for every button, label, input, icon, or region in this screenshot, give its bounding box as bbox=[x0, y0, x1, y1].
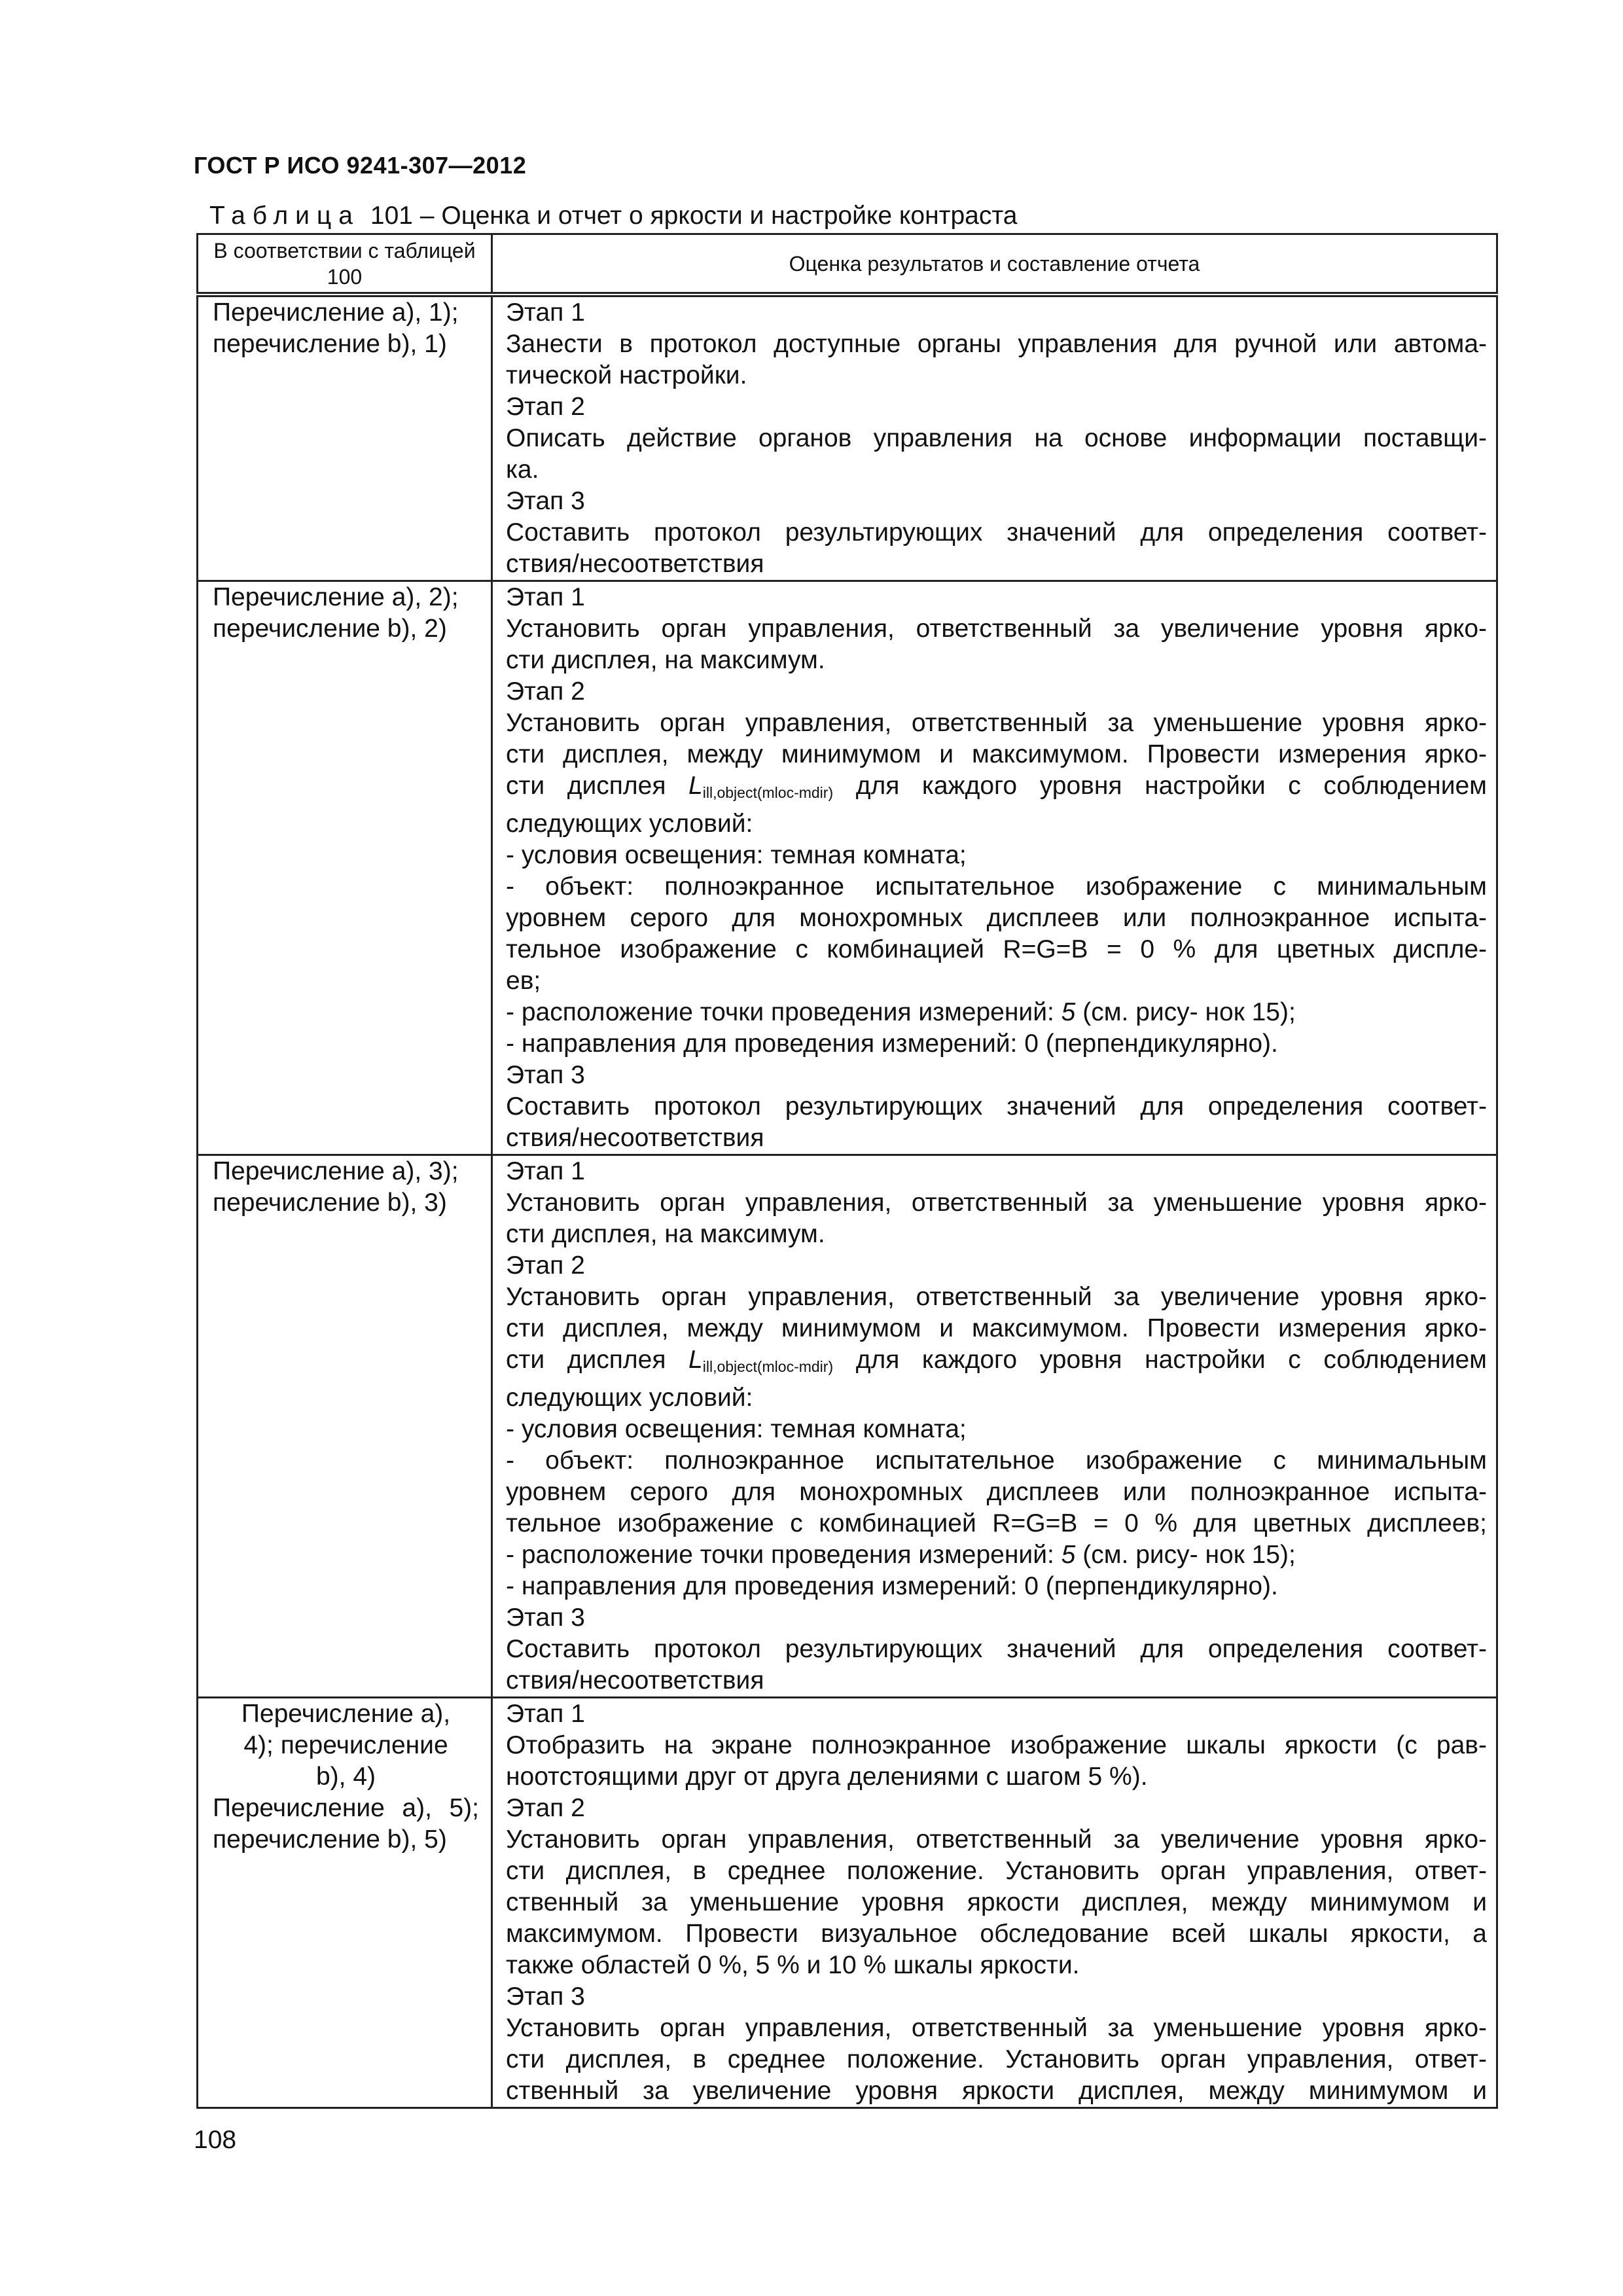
table-caption-prefix: Таблица bbox=[209, 202, 360, 230]
table-row bbox=[198, 1155, 1497, 1698]
text-line: следующих условий: bbox=[506, 810, 753, 838]
row-reference: Перечисление а), 1); перечисление b), 1) bbox=[198, 295, 492, 581]
luminance-symbol: L bbox=[688, 772, 703, 800]
luminance-symbol: L bbox=[688, 1346, 703, 1374]
table-row bbox=[198, 295, 1497, 581]
reference-line: b), 4) bbox=[315, 1763, 376, 1791]
document-id-header: ГОСТ Р ИСО 9241-307—2012 bbox=[194, 152, 527, 179]
text-fragment: - расположение точки проведения измерений: bbox=[506, 998, 1054, 1026]
evaluation-table bbox=[196, 233, 1498, 2109]
luminance-subscript: ill,object(mloc-mdir) bbox=[702, 1358, 834, 1375]
text-line: - направления для проведения измерений: 0 (перпендикулярно). bbox=[506, 1572, 1278, 1600]
table-caption-text: 101 – Оценка и отчет о яркости и настройке контраста bbox=[370, 202, 1018, 230]
text-line: Составить протокол результирующих значений для определения соответ- bbox=[506, 518, 1487, 547]
text-line: сти дисплея, между минимумом и максимумом. Провести измерения ярко- bbox=[506, 740, 1487, 768]
point-number: 5 bbox=[1061, 998, 1076, 1026]
text-line: Описать действие органов управления на основе информации поставщи- bbox=[506, 424, 1487, 452]
stage-label: Этап 2 bbox=[506, 1794, 585, 1822]
text-line: ствия/несоответствия bbox=[506, 1124, 764, 1152]
stage-label: Этап 3 bbox=[506, 1604, 585, 1632]
table-row bbox=[198, 581, 1497, 1155]
text-line: максимумом. Провести визуальное обследование всей шкалы яркости, а bbox=[506, 1920, 1487, 1948]
text-line: ка. bbox=[506, 456, 539, 484]
stage-label: Этап 1 bbox=[506, 1157, 585, 1185]
text-line: также областей 0 %, 5 % и 10 % шкалы яркости. bbox=[506, 1951, 1080, 1979]
point-number: 5 bbox=[1061, 1541, 1076, 1569]
text-fragment: сти дисплея bbox=[506, 1346, 666, 1374]
stage-label: Этап 1 bbox=[506, 298, 585, 327]
text-line: Установить орган управления, ответственный за уменьшение уровня ярко- bbox=[506, 2014, 1487, 2042]
text-line: Установить орган управления, ответственный за уменьшение уровня ярко- bbox=[506, 709, 1487, 737]
text-line: Установить орган управления, ответственный за увеличение уровня ярко- bbox=[506, 615, 1487, 643]
row-evaluation bbox=[492, 1155, 1497, 1698]
row-evaluation bbox=[492, 1698, 1497, 2108]
stage-label: Этап 1 bbox=[506, 583, 585, 611]
text-line: сти дисплея, между минимумом и максимумом. Провести измерения ярко- bbox=[506, 1314, 1487, 1342]
reference-line: Перечисление а), bbox=[241, 1700, 451, 1728]
text-line: ствия/несоответствия bbox=[506, 1666, 764, 1695]
table-header-row bbox=[198, 234, 1497, 295]
text-line: ствия/несоответствия bbox=[506, 550, 764, 578]
stage-label: Этап 3 bbox=[506, 487, 585, 515]
reference-line: 4); перечисление bbox=[243, 1731, 448, 1759]
text-fragment: (см. рису- нок 15); bbox=[1082, 1541, 1296, 1569]
text-line: - направления для проведения измерений: 0 (перпендикулярно). bbox=[506, 1030, 1278, 1058]
text-fragment: для каждого уровня настройки с соблюдением bbox=[855, 772, 1487, 800]
stage-label: Этап 2 bbox=[506, 393, 585, 421]
row-reference: Перечисление а), 3); перечисление b), 3) bbox=[198, 1155, 492, 1698]
text-line: ственный за уменьшение уровня яркости дисплея, между минимумом и bbox=[506, 1888, 1487, 1916]
text-line: - объект: полноэкранное испытательное изображение с минимальным bbox=[506, 1446, 1487, 1475]
text-fragment: (см. рису- нок 15); bbox=[1082, 998, 1296, 1026]
text-line: Установить орган управления, ответственный за увеличение уровня ярко- bbox=[506, 1825, 1487, 1854]
page-number: 108 bbox=[194, 2126, 237, 2154]
text-fragment: для каждого уровня настройки с соблюдением bbox=[855, 1346, 1487, 1374]
row-evaluation bbox=[492, 581, 1497, 1155]
text-line: ноотстоящими друг от друга делениями с шагом 5 %). bbox=[506, 1763, 1148, 1791]
reference-text: Перечисление а), 5); перечисление b), 5) bbox=[213, 1794, 479, 1854]
stage-label: Этап 1 bbox=[506, 1700, 585, 1728]
text-line-with-reference bbox=[506, 997, 1487, 1028]
text-fragment: - расположение точки проведения измерений: bbox=[506, 1541, 1054, 1569]
text-line-with-symbol bbox=[506, 1344, 1487, 1382]
stage-label: Этап 3 bbox=[506, 1982, 585, 2011]
text-line: уровнем серого для монохромных дисплеев или полноэкранное испыта- bbox=[506, 1478, 1487, 1506]
text-line: сти дисплея, на максимум. bbox=[506, 1220, 825, 1248]
table-caption bbox=[209, 202, 1017, 230]
col-header-evaluation: Оценка результатов и составление отчета bbox=[492, 234, 1497, 295]
luminance-subscript: ill,object(mloc-mdir) bbox=[702, 784, 834, 801]
row-reference bbox=[198, 1698, 492, 2108]
text-line: тельное изображение с комбинацией R=G=B = 0 % для цветных диспле- bbox=[506, 935, 1487, 963]
table-row bbox=[198, 1698, 1497, 2108]
text-line: Установить орган управления, ответственный за увеличение уровня ярко- bbox=[506, 1283, 1487, 1311]
text-line: ев; bbox=[506, 967, 541, 995]
row-reference: Перечисление а), 2); перечисление b), 2) bbox=[198, 581, 492, 1155]
text-line: Составить протокол результирующих значений для определения соответ- bbox=[506, 1635, 1487, 1663]
text-line-with-symbol bbox=[506, 770, 1487, 808]
text-line: Составить протокол результирующих значений для определения соответ- bbox=[506, 1092, 1487, 1121]
text-line: следующих условий: bbox=[506, 1384, 753, 1412]
stage-label: Этап 2 bbox=[506, 677, 585, 706]
text-line: Занести в протокол доступные органы управления для ручной или автома- bbox=[506, 330, 1487, 358]
text-fragment: сти дисплея bbox=[506, 772, 666, 800]
text-line: сти дисплея, в среднее положение. Установить орган управления, ответ- bbox=[506, 2045, 1487, 2073]
stage-label: Этап 2 bbox=[506, 1251, 585, 1280]
col-header-reference: В соответствии с таблицей 100 bbox=[198, 234, 492, 295]
text-line: ственный за увеличение уровня яркости дисплея, между минимумом и bbox=[506, 2077, 1487, 2105]
text-line: тической настройки. bbox=[506, 361, 747, 389]
text-line: - условия освещения: темная комната; bbox=[506, 1415, 967, 1443]
text-line: сти дисплея, на максимум. bbox=[506, 646, 825, 674]
text-line: Отобразить на экране полноэкранное изображение шкалы яркости (с рав- bbox=[506, 1731, 1487, 1759]
text-line-with-reference bbox=[506, 1539, 1487, 1571]
text-line: - условия освещения: темная комната; bbox=[506, 841, 967, 869]
text-line: уровнем серого для монохромных дисплеев или полноэкранное испыта- bbox=[506, 904, 1487, 932]
text-line: тельное изображение с комбинацией R=G=B = 0 % для цветных дисплеев; bbox=[506, 1509, 1487, 1537]
text-line: - объект: полноэкранное испытательное изображение с минимальным bbox=[506, 872, 1487, 901]
text-line: Установить орган управления, ответственный за уменьшение уровня ярко- bbox=[506, 1189, 1487, 1217]
text-line: сти дисплея, в среднее положение. Установить орган управления, ответ- bbox=[506, 1857, 1487, 1885]
row-evaluation bbox=[492, 295, 1497, 581]
stage-label: Этап 3 bbox=[506, 1061, 585, 1089]
